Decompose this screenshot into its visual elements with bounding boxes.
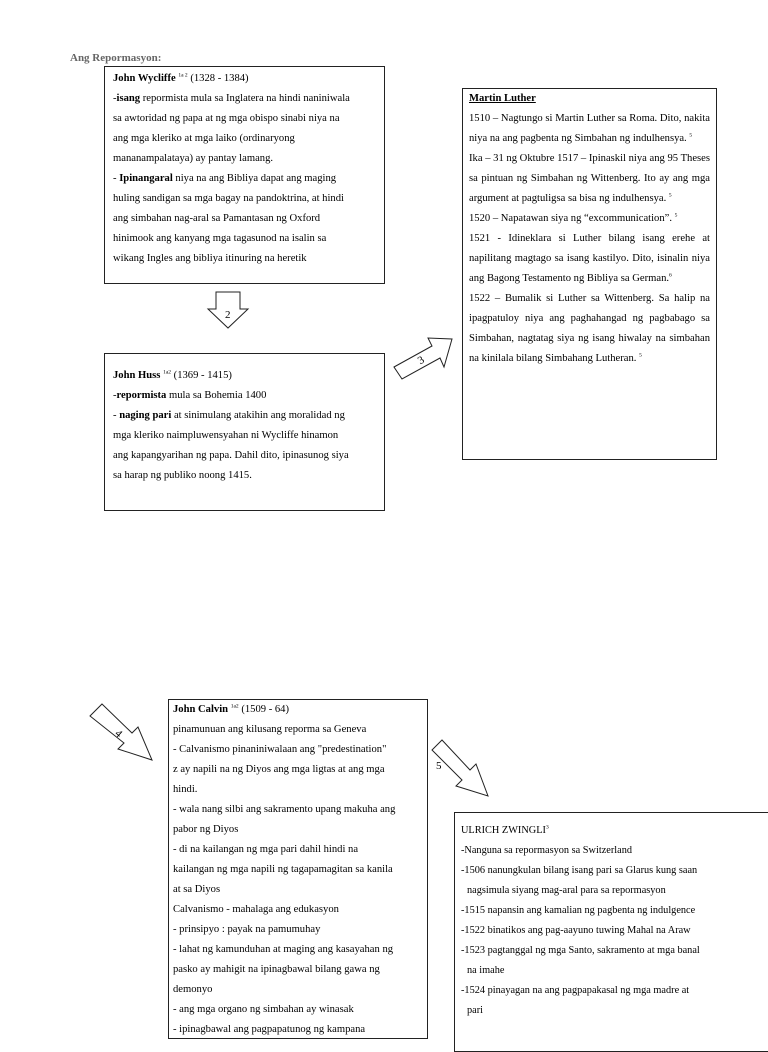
luther-box	[462, 88, 717, 460]
luther-p4: 1521 - Idineklara si Luther bilang isang erehe at napilitang magtago sa isang kastilyo. Dito, isinalin niya ang Bagong Testamento ng Bibliya sa German.	[469, 233, 710, 284]
luther-p1-ref: 5	[689, 132, 693, 139]
wycliffe-box: John Wycliffe $^{1a 2}$ (1328 - 1384) -isang repormista mula sa Inglatera na hindi naniniwala sa awtoridad ng papa at ng mga obispo sinabi niya na ang mga kleriko at mga laiko (ordinaryong mananampalataya) ay pantay lamang. - Ipinangaral niya na ang Bibliya dapat ang maging huling sandigan sa mga bagay na pandoktrina, at hindi ang simbahan nag-aral sa Pamantasan ng Oxford hinimook ang kanyang mga tagasunod na isalin sa wikang Ingles ang bibliya itinuring na heretik	[104, 66, 385, 284]
huss-l2-bold: naging pari	[119, 410, 172, 421]
huss-l1: mula sa Bohemia 1400	[169, 390, 267, 401]
calvin-l15: - ang mga organo ng simbahan ay winasak	[173, 1004, 354, 1015]
calvin-box	[168, 699, 428, 1039]
huss-l4: ang kapangyarihan ng papa. Dahil dito, ipinasunog siya	[113, 450, 349, 461]
calvin-l6: pabor ng Diyos	[173, 824, 239, 835]
wycliffe-l7: ang simbahan nag-aral sa Pamantasan ng Oxford	[113, 213, 321, 224]
calvin-heading	[173, 700, 421, 720]
huss-years: (1369 - 1415)	[173, 370, 232, 381]
zwingli-l7: na imahe	[467, 965, 505, 976]
calvin-l13: pasko ay mahigit na ipinagbawal bilang gawa ng	[173, 964, 380, 975]
calvin-years: (1509 - 64)	[241, 704, 289, 715]
arrow-4-downright-icon	[88, 702, 156, 764]
calvin-l4: hindi.	[173, 784, 198, 795]
wycliffe-l1-bold: isang	[116, 93, 141, 104]
arrow-2-down-icon	[206, 291, 250, 329]
luther-p3-ref: 5	[674, 212, 678, 219]
zwingli-l6: -1523 pagtanggal ng mga Santo, sakramento at mga banal	[461, 945, 700, 956]
wycliffe-l8: hinimook ang kanyang mga tagasunod na isalin sa	[113, 233, 327, 244]
wycliffe-name: John Wycliffe	[113, 73, 176, 84]
calvin-l10: Calvanismo - mahalaga ang edukasyon	[173, 904, 339, 915]
wycliffe-l5: niya na ang Bibliya dapat ang maging	[175, 173, 337, 184]
calvin-l9: at sa Diyos	[173, 884, 221, 895]
calvin-l3: z ay napili na ng Diyos ang mga ligtas at ang mga	[173, 764, 385, 775]
luther-p2-ref: 5	[668, 192, 672, 199]
arrow-3-label: 3	[415, 353, 427, 368]
calvin-l16: - ipinagbawal ang pagpapatunog ng kampana	[173, 1024, 366, 1035]
calvin-l5: - wala nang silbi ang sakramento upang makuha ang	[173, 804, 396, 815]
huss-ref: 1a2	[163, 369, 172, 376]
zwingli-l1: -Nanguna sa repormasyon sa Switzerland	[461, 845, 632, 856]
calvin-l14: demonyo	[173, 984, 213, 995]
huss-box: John Huss $^{1a2}$ (1369 - 1415) -repormista mula sa Bohemia 1400 - naging pari at sinimulang atakihin ang moralidad ng mga kleriko naimpluwensyahan ni Wycliffe hinamon ang kapangyarihan ng papa. Dahil dito, ipinasunog siya sa harap ng publiko noong 1415.	[104, 353, 385, 511]
zwingli-l5: -1522 binatikos ang pag-aayuno tuwing Mahal na Araw	[461, 925, 691, 936]
luther-name: Martin Luther	[469, 93, 536, 104]
wycliffe-l4: mananampalataya) ay pantay lamang.	[113, 153, 274, 164]
zwingli-heading	[461, 821, 765, 841]
calvin-l2: - Calvanismo pinaniniwalaan ang "predestination"	[173, 744, 387, 755]
wycliffe-l9: wikang Ingles ang bibliya itinuring na heretik	[113, 253, 307, 264]
luther-p5-ref: 5	[639, 352, 642, 359]
wycliffe-l1: repormista mula sa Inglatera na hindi naniniwala	[142, 93, 350, 104]
wycliffe-ref: 1a 2	[178, 72, 188, 79]
zwingli-ref: 3	[545, 824, 549, 831]
zwingli-l3: nagsimula siyang mag-aral para sa repormasyon	[467, 885, 666, 896]
wycliffe-l5-bold: Ipinangaral	[119, 173, 173, 184]
arrow-4-label: 4	[112, 727, 125, 741]
calvin-l11: - prinsipyo : payak na pamumuhay	[173, 924, 321, 935]
calvin-l7: - di na kailangan ng mga pari dahil hindi na	[173, 844, 359, 855]
calvin-l1: pinamunuan ang kilusang reporma sa Geneva	[173, 724, 367, 735]
calvin-name: John Calvin	[173, 704, 229, 715]
huss-l2: at sinimulang atakihin ang moralidad ng	[173, 410, 345, 421]
huss-name: John Huss	[113, 370, 161, 381]
wycliffe-l6: huling sandigan sa mga bagay na pandoktrina, at hindi	[113, 193, 344, 204]
zwingli-l8: -1524 pinayagan na ang pagpapakasal ng mga madre at	[461, 985, 690, 996]
huss-l3: mga kleriko naimpluwensyahan ni Wycliffe hinamon	[113, 430, 339, 441]
zwingli-l4: -1515 napansin ang kamalian ng pagbenta ng indulgence	[461, 905, 696, 916]
zwingli-l2: -1506 nanungkulan bilang isang pari sa Glarus kung saan	[461, 865, 698, 876]
arrow-5-downright-icon	[430, 738, 494, 800]
luther-p2: Ika – 31 ng Oktubre 1517 – Ipinaskil niya ang 95 Theses sa pintuan ng Simbahan ng Wittenberg. Ito ay ang mga argument at pagtuligsa sa bisa ng indulhensya.	[469, 153, 710, 204]
arrow-2-label: 2	[225, 309, 231, 321]
zwingli-box	[454, 812, 768, 1052]
huss-heading	[113, 366, 378, 386]
wycliffe-years: (1328 - 1384)	[190, 73, 249, 84]
luther-p3: 1520 – Napatawan siya ng “excommunication”.	[469, 213, 672, 224]
luther-p5: 1522 – Bumalik si Luther sa Wittenberg. Sa halip na ipagpatuloy niya ang paghahangad ng pagbabago sa Simbahan, nagtatag siya ng isang hiwalay na simbahan na kinilala bilang Simbahang Lutheran.	[469, 293, 710, 364]
wycliffe-l2: sa awtoridad ng papa at ng mga obispo sinabi niya na	[113, 113, 340, 124]
arrow-3-upright-icon	[392, 333, 460, 383]
zwingli-l9: pari	[467, 1005, 484, 1016]
arrow-5-label: 5	[436, 760, 442, 772]
huss-l1-bold: repormista	[116, 390, 167, 401]
calvin-l8: kailangan ng mga napili ng tagapamagitan sa kanila	[173, 864, 393, 875]
huss-l5: sa harap ng publiko noong 1415.	[113, 470, 252, 481]
page-title: Ang Repormasyon:	[70, 52, 162, 64]
wycliffe-heading	[113, 69, 378, 89]
luther-p4-ref: 6	[669, 272, 672, 279]
calvin-l12: - lahat ng kamunduhan at maging ang kasayahan ng	[173, 944, 394, 955]
zwingli-name: ULRICH ZWINGLI	[461, 825, 546, 836]
wycliffe-l3: ang mga kleriko at mga laiko (ordinaryong	[113, 133, 295, 144]
calvin-ref: 1a2	[230, 703, 239, 710]
luther-p1: 1510 – Nagtungo si Martin Luther sa Roma. Dito, nakita niya na ang pagbenta ng Simbahan ng indulhensya.	[469, 113, 710, 144]
